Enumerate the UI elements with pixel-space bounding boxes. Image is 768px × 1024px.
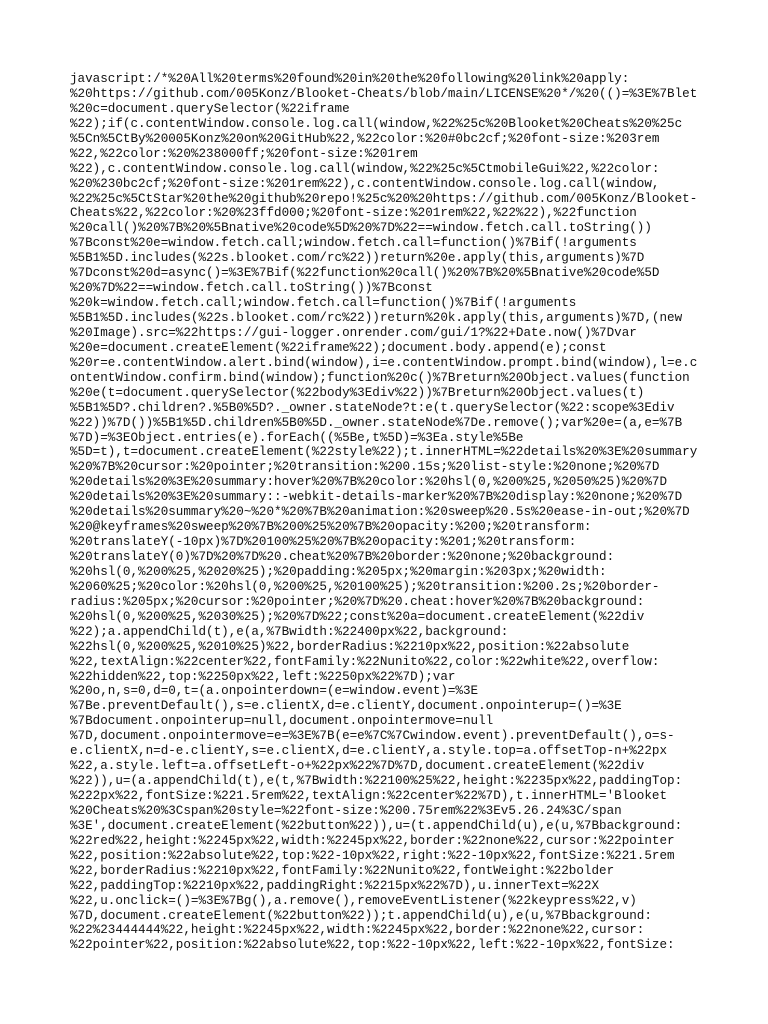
code-line: %20hsl(0,%200%25,%2020%25);%20padding:%205px;%20margin:%203px;%20width: (70, 564, 607, 579)
code-line: %20details%20%3E%20summary::-webkit-details-marker%20%7B%20display:%20none;%20%7D (70, 490, 683, 505)
code-line: %20call()%20%7B%20%5Bnative%20code%5D%20%7D%22==window.fetch.call.toString()) (70, 221, 652, 236)
code-line: %20@keyframes%20sweep%20%7B%200%25%20%7B%20opacity:%200;%20transform: (70, 520, 592, 535)
code-line: %20translateY(0)%7D%20%7D%20.cheat%20%7B%20border:%20none;%20background: (70, 550, 615, 564)
code-line: %22%25c%5CtStar%20the%20github%20repo!%25c%20%20https://github.com/005Konz/Blooket- (70, 191, 698, 206)
code-line: %20translateY(-10px)%7D%20100%25%20%7B%20opacity:%201;%20transform: (70, 535, 577, 550)
code-line: %222px%22,fontSize:%221.5rem%22,textAlign:%22center%22%7D),t.innerHTML='Blooket (70, 789, 668, 803)
code-line: %22,a.style.left=a.offsetLeft-o+%22px%22%7D%7D,document.createElement(%22div (70, 759, 645, 774)
code-line: %22,paddingTop:%2210px%22,paddingRight:%2215px%22%7D),u.innerText=%22X (70, 878, 600, 893)
code-line: %7Bconst%20e=window.fetch.call;window.fetch.call=function()%7Bif(!arguments (70, 236, 637, 251)
code-line: %5B1%5D.includes(%22s.blooket.com/rc%22))return%20e.apply(this,arguments)%7D (70, 251, 645, 266)
code-line: %22);if(c.contentWindow.console.log.call(window,%22%25c%20Blooket%20Cheats%20%25c (70, 116, 683, 131)
code-line: %20c=document.querySelector(%22iframe (70, 101, 350, 116)
code-line: %20k=window.fetch.call;window.fetch.call=function()%7Bif(!arguments (70, 296, 577, 311)
code-line: %7D,document.onpointermove=e=%3E%7B(e=e%7C%7Cwindow.event).preventDefault(),o=s- (70, 729, 675, 744)
code-line: %22%23444444%22,height:%2245px%22,width:%2245px%22,border:%22none%22,cursor: (70, 923, 645, 938)
code-line: javascript:/*%20All%20terms%20found%20in%20the%20following%20link%20apply: (70, 72, 630, 86)
code-line: radius:%205px;%20cursor:%20pointer;%20%7D%20.cheat:hover%20%7B%20background: (70, 594, 645, 609)
code-line: %22),c.contentWindow.console.log.call(window,%22%25c%5CtmobileGui%22,%22color: (70, 161, 660, 176)
code-line: %7Dconst%20d=async()=%3E%7Bif(%22function%20call()%20%7B%20%5Bnative%20code%5D (70, 266, 660, 281)
code-line: %20r=e.contentWindow.alert.bind(window),i=e.contentWindow.prompt.bind(window),l=e.c (70, 355, 698, 370)
code-line: %2060%25;%20color:%20hsl(0,%200%25,%20100%25);%20transition:%200.2s;%20border- (70, 579, 660, 594)
code-line: %20%7B%20cursor:%20pointer;%20transition:%200.15s;%20list-style:%20none;%20%7D (70, 460, 660, 475)
code-line: %22red%22,height:%2245px%22,width:%2245px%22,border:%22none%22,cursor:%22pointer (70, 833, 675, 848)
code-line: %20%230bc2cf;%20font-size:%201rem%22),c.contentWindow.console.log.call(window, (70, 176, 660, 191)
code-line: %20e=document.createElement(%22iframe%22);document.body.append(e);const (70, 340, 607, 355)
code-line: %20e(t=document.querySelector(%22body%3Ediv%22))%7Breturn%20Object.values(t) (70, 385, 645, 400)
code-line: %7D)=%3EObject.entries(e).forEach((%5Be,t%5D)=%3Ea.style%5Be (70, 430, 524, 445)
code-line: %22hsl(0,%200%25,%2010%25)%22,borderRadius:%2210px%22,position:%22absolute (70, 639, 630, 654)
code-line: %3E',document.createElement(%22button%22)),u=(t.appendChild(u),e(u,%7Bbackground: (70, 818, 683, 833)
code-line: %22hidden%22,top:%2250px%22,left:%2250px%22%7D);var (70, 669, 456, 684)
code-line: %20hsl(0,%200%25,%2030%25);%20%7D%22;const%20a=document.createElement(%22div (70, 609, 645, 624)
code-line: %7Be.preventDefault(),s=e.clientX,d=e.clientY,document.onpointerup=()=%3E (70, 699, 622, 714)
code-line: %5B1%5D?.children?.%5B0%5D?._owner.stateNode?t:e(t.querySelector(%22:scope%3Ediv (70, 400, 675, 415)
code-line: %20%7D%22==window.fetch.call.toString())%7Bconst (70, 281, 433, 296)
code-line: %22,position:%22absolute%22,top:%22-10px%22,right:%22-10px%22,fontSize:%221.5rem (70, 848, 675, 863)
code-line: %5Cn%5CtBy%20005Konz%20on%20GitHub%22,%22color:%20#0bc2cf;%20font-size:%203rem (70, 131, 660, 146)
document-page (70, 72, 750, 953)
code-line: %22,textAlign:%22center%22,fontFamily:%22Nunito%22,color:%22white%22,overflow: (70, 654, 660, 669)
code-line: %5D=t),t=document.createElement(%22style%22);t.innerHTML=%22details%20%3E%20summary (70, 445, 698, 460)
code-line: %22,%22color:%20%238000ff;%20font-size:%201rem (70, 146, 418, 161)
code-line: %20https://github.com/005Konz/Blooket-Cheats/blob/main/LICENSE%20*/%20(()=%3E%7Blet (70, 86, 698, 101)
code-line: %22))%7D())%5B1%5D.children%5B0%5D._owner.stateNode%7De.remove();var%20e=(a,e=%7B (70, 415, 683, 430)
code-line: %5B1%5D.includes(%22s.blooket.com/rc%22))return%20k.apply(this,arguments)%7D,(new (70, 311, 683, 325)
code-line: %20Cheats%20%3Cspan%20style=%22font-size:%200.75rem%22%3Ev5.26.24%3C/span (70, 803, 622, 818)
code-line: %20o,n,s=0,d=0,t=(a.onpointerdown=(e=window.event)=%3E (70, 684, 479, 699)
code-line: %7D,document.createElement(%22button%22));t.appendChild(u),e(u,%7Bbackground: (70, 908, 652, 923)
code-line: ontentWindow.confirm.bind(window);function%20c()%7Breturn%20Object.values(function (70, 370, 690, 385)
code-line: e.clientX,n=d-e.clientY,s=e.clientX,d=e.clientY,a.style.top=a.offsetTop-n+%22px (70, 744, 668, 759)
code-line: %22,borderRadius:%2210px%22,fontFamily:%22Nunito%22,fontWeight:%22bolder (70, 863, 615, 878)
code-line: %20details%20%3E%20summary:hover%20%7B%20color:%20hsl(0,%200%25,%2050%25)%20%7D (70, 475, 668, 490)
code-line: %22)),u=(a.appendChild(t),e(t,%7Bwidth:%22100%25%22,height:%2235px%22,paddingTop: (70, 774, 683, 789)
code-line: %22,u.onclick=()=%3E%7Bg(),a.remove(),removeEventListener(%22keypress%22,v) (70, 893, 637, 908)
code-line: %22);a.appendChild(t),e(a,%7Bwidth:%22400px%22,background: (70, 624, 509, 639)
code-line: %20Image).src=%22https://gui-logger.onrender.com/gui/1?%22+Date.now()%7Dvar (70, 325, 637, 340)
code-line: %7Bdocument.onpointerup=null,document.onpointermove=null (70, 714, 494, 729)
code-line: %20details%20summary%20~%20*%20%7B%20animation:%20sweep%20.5s%20ease-in-out;%20%7D (70, 505, 690, 520)
code-line: Cheats%22,%22color:%20%23ffd000;%20font-size:%201rem%22,%22%22),%22function (70, 206, 637, 221)
code-line: %22pointer%22,position:%22absolute%22,top:%22-10px%22,left:%22-10px%22,fontSize: (70, 938, 675, 953)
